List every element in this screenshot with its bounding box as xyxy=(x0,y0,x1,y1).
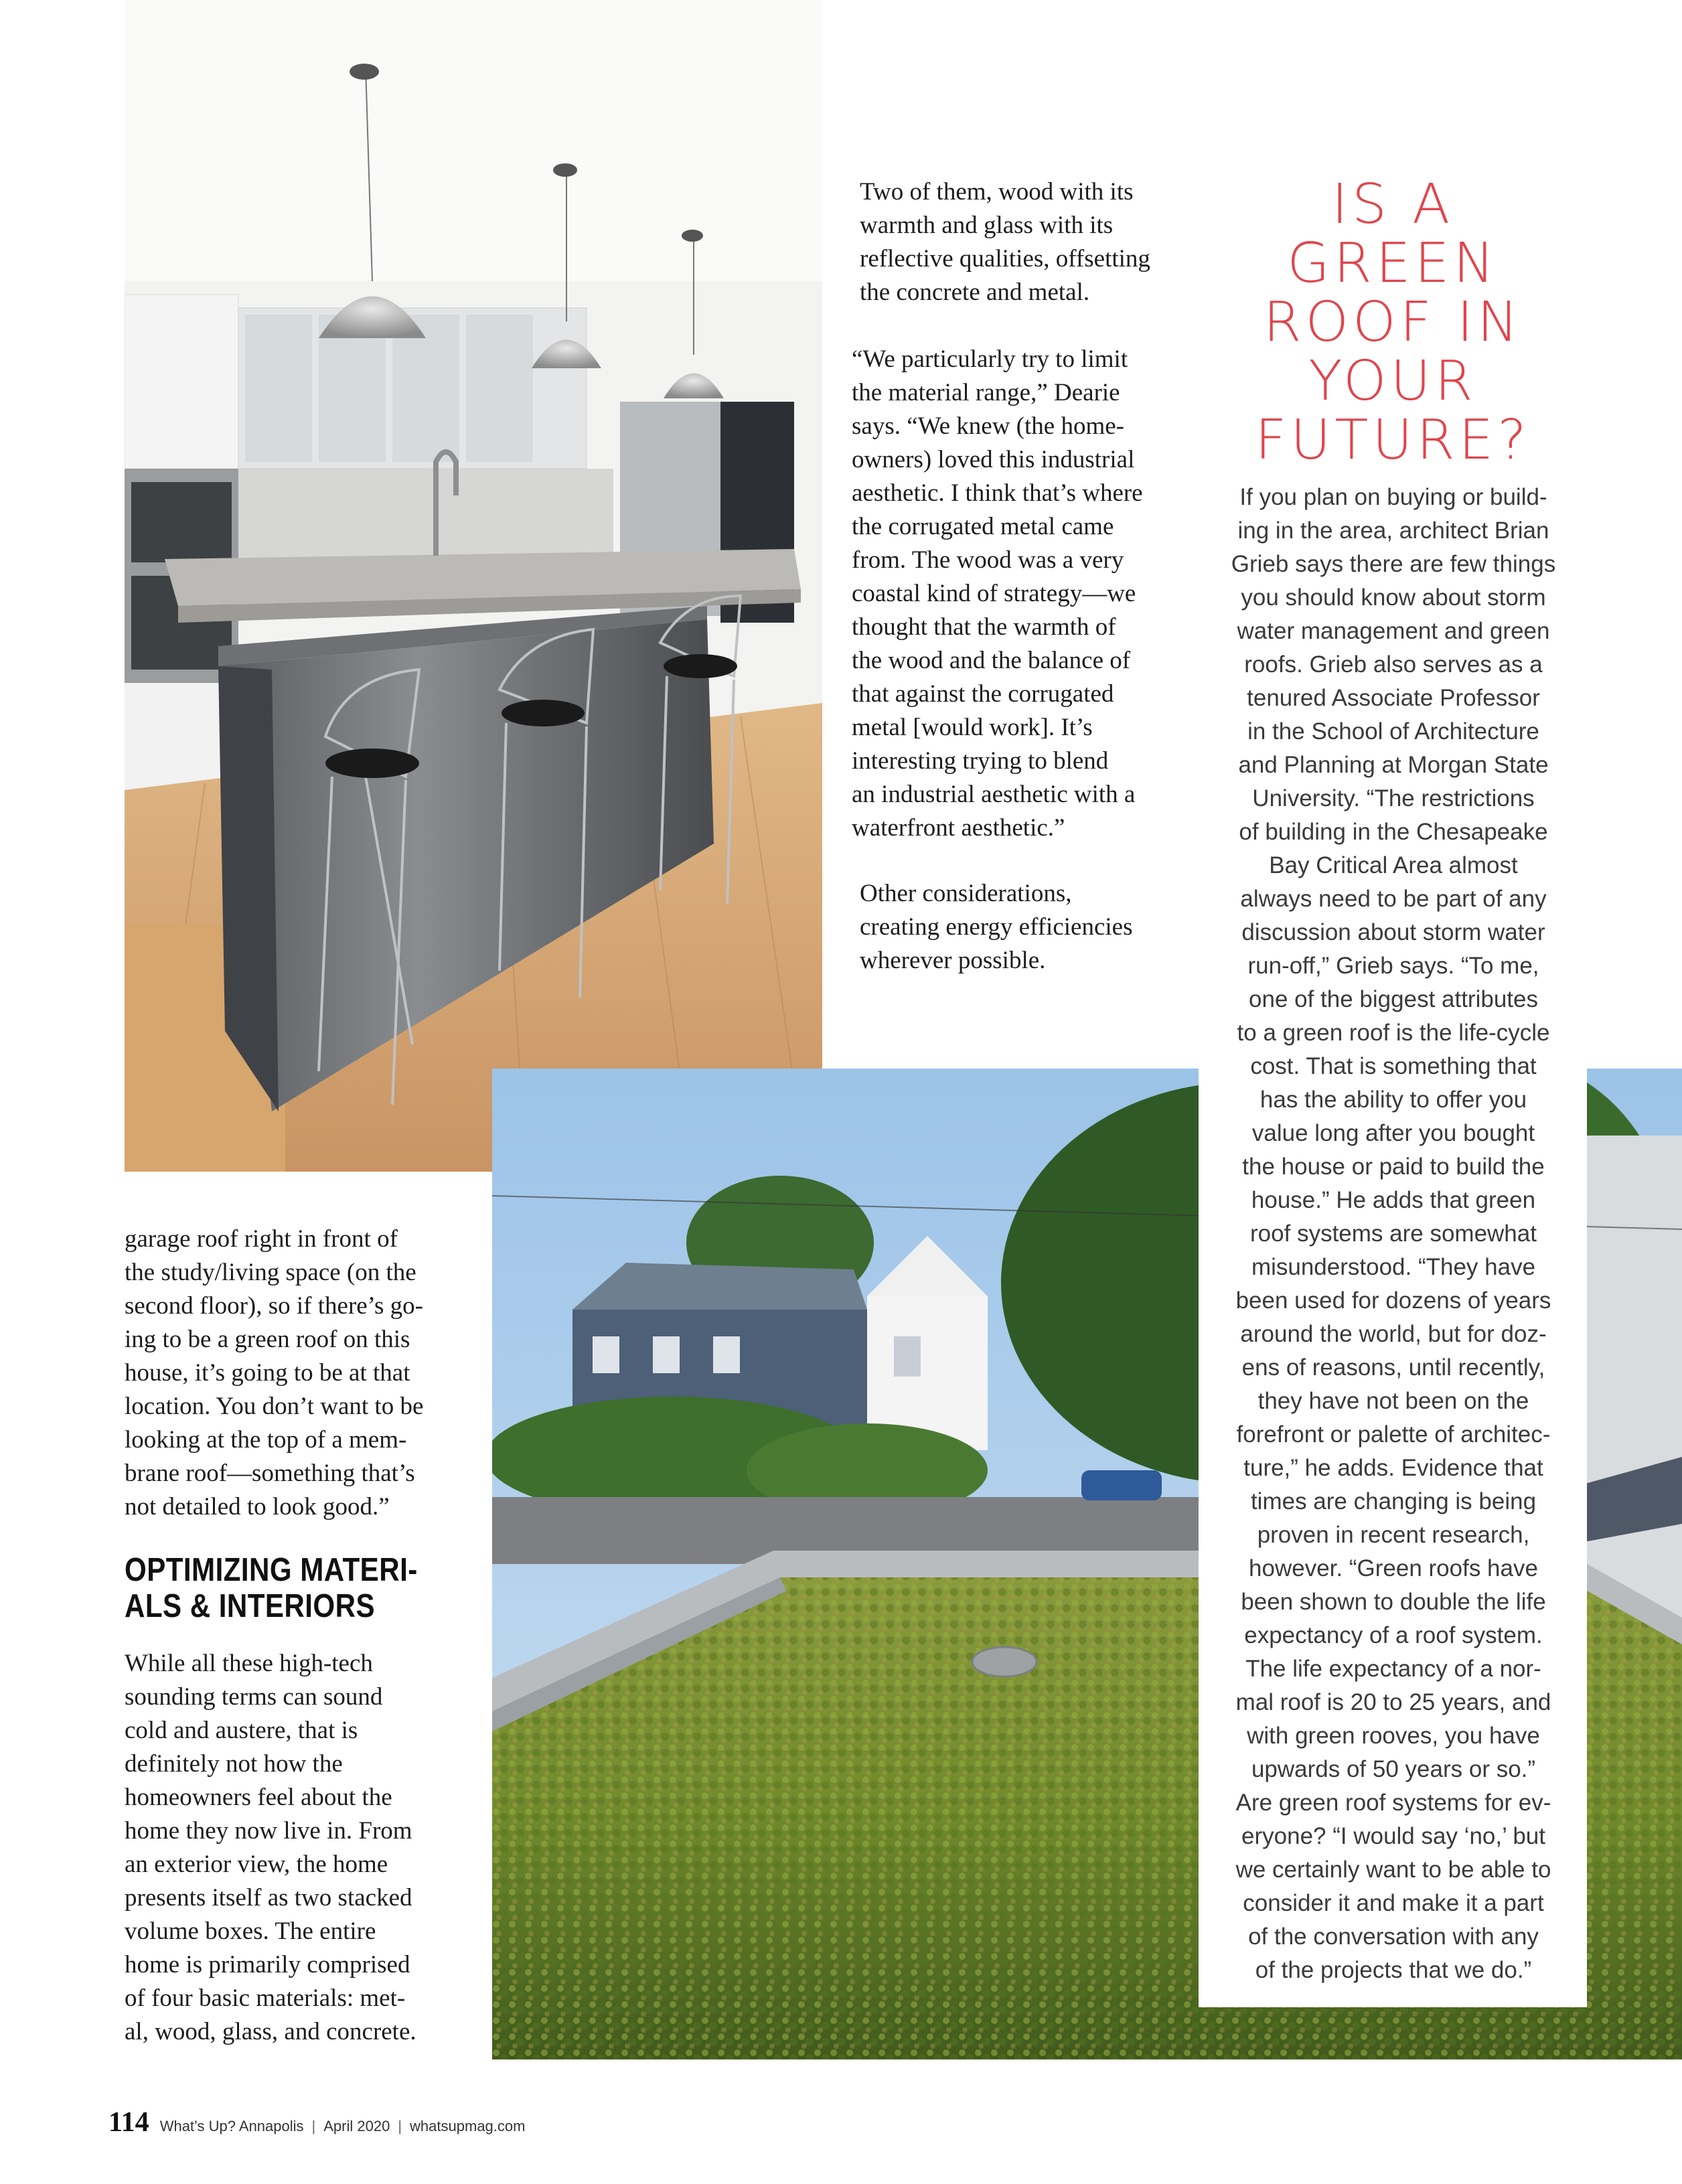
page-number: 114 xyxy=(108,2107,149,2138)
issue-date: April 2020 xyxy=(323,2118,390,2134)
page-footer xyxy=(108,2106,525,2140)
section-subheading: OPTIMIZING MATERI- ALS & INTERIORS xyxy=(125,1552,418,1624)
article-paragraph-materials: Two of them, wood with its warmth and glass with its reflective qualities, offsetting the concrete and metal. xyxy=(860,178,1150,306)
sidebar-body: If you plan on buying or build- ing in the area, architect Brian Grieb says there are few things you should know about storm water management and green roofs. Grieb also serves as a tenured Associate Professor in the School of Architecture and Planning at Morgan State University. “The restrictions of building in the Chesapeake Bay Critical Area almost always need to be part of any discussion about storm water run-off,” Grieb says. “To me, one of the biggest attributes to a green roof is the life-cycle cost. That is something that has the ability to offer you value long after you bought the house or paid to build the house.” He adds that green roof systems are somewhat misunderstood. “They have been used for dozens of years around the world, but for doz- ens of reasons, until recently, they have not been on the forefront or palette of architec- ture,” he adds. Evidence that times are changing is being proven in recent research, however. “Green roofs have been shown to double the life expectancy of a roof system. The life expectancy of a nor- mal roof is 20 to 25 years, and with green rooves, you have upwards of 50 years or so.” Are green roof systems for ev- eryone? “I would say ‘no,’ but we certainly want to be able to consider it and make it a part of the conversation with any of the projects that we do.” xyxy=(1231,484,1556,1983)
article-paragraph-garage-roof: garage roof right in front of the study/living space (on the second floor), so if there’s go- ing to be a green roof on this house, it’s going to be at that location. You don’t want to be looking at the top of a mem- brane roof—something that’s not detailed to look good.” xyxy=(125,1225,424,1520)
article-paragraph-interiors: While all these high-tech sounding terms can sound cold and austere, that is definitely not how the homeowners feel about the home they now live in. From an exterior view, the home presents itself as two stacked volume boxes. The entire home is primarily comprised of four basic materials: met- al, wood, glass, and concrete. xyxy=(125,1650,416,2045)
kitchen-photo xyxy=(125,0,822,1176)
website-link[interactable]: whatsupmag.com xyxy=(410,2118,526,2134)
article-paragraph-dearie-quote: “We particularly try to limit the material range,” Dearie says. “We knew (the home- owners) loved this industrial aesthetic. I think that’s where the corrugated metal came from. The wood was a very coastal kind of strategy—we thought that the warmth of the wood and the balance of that against the corrugated metal [would work]. It’s interesting trying to blend an industrial aesthetic with a waterfront aesthetic.” xyxy=(852,345,1143,842)
article-paragraph-considerations: Other considerations, creating energy efficiencies wherever possible. xyxy=(860,880,1133,974)
footer-separator: | xyxy=(398,2118,402,2134)
publication-name: What’s Up? Annapolis xyxy=(159,2118,304,2134)
sidebar-title: IS A GREEN ROOF IN YOUR FUTURE? xyxy=(1255,173,1531,472)
footer-separator: | xyxy=(311,2118,316,2134)
